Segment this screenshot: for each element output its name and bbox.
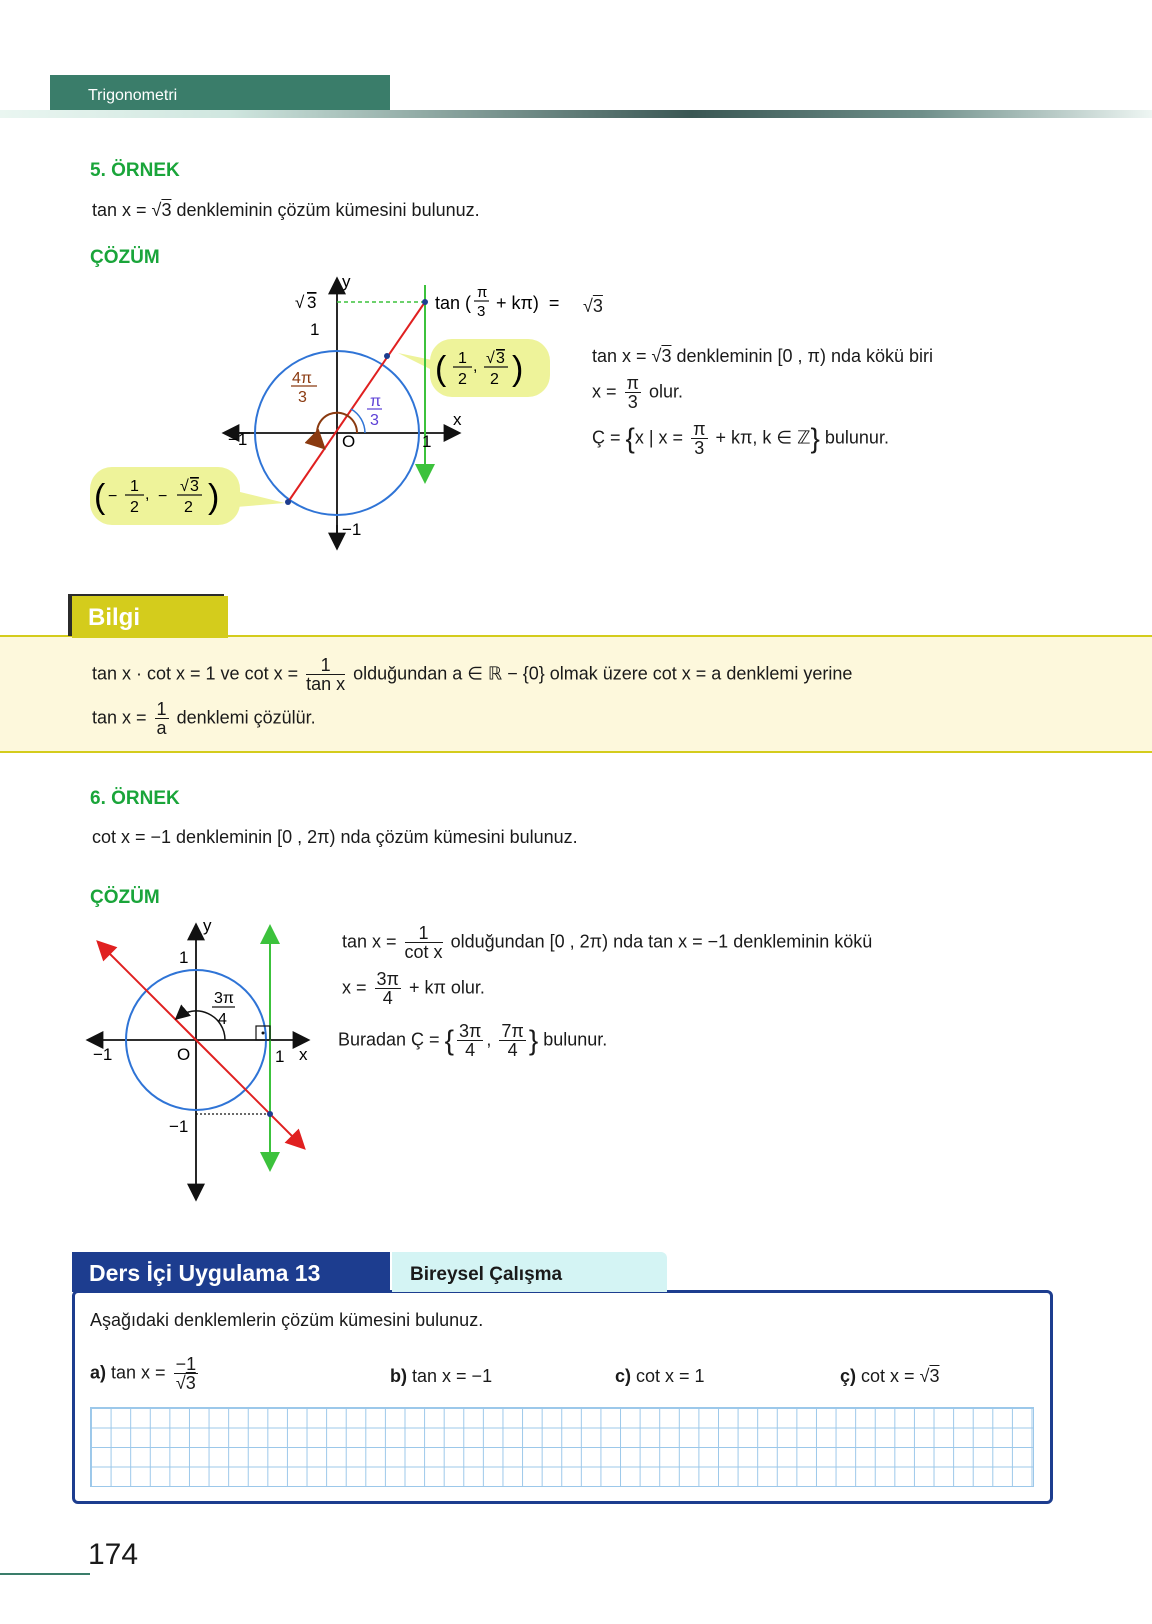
tan-label: tan ( bbox=[435, 293, 472, 313]
item-a-den: √3 bbox=[175, 1373, 196, 1393]
p2-d2: 2 bbox=[184, 499, 193, 516]
practice-item-d bbox=[840, 1366, 939, 1387]
y-label: y bbox=[203, 916, 212, 935]
info-tab bbox=[72, 596, 228, 638]
paren-close-1: ) bbox=[512, 350, 524, 388]
one-y-label: 1 bbox=[310, 320, 320, 339]
minus-one-y-label: −1 bbox=[342, 520, 362, 539]
ex6-l3-frac1 bbox=[457, 1022, 483, 1059]
ex5-line2 bbox=[592, 374, 683, 411]
ex5-l3-den: 3 bbox=[694, 438, 705, 458]
ex5-l2b: olur. bbox=[643, 381, 683, 402]
p1-n2: 3 bbox=[496, 350, 505, 367]
example5-title: 5. ÖRNEK bbox=[90, 160, 180, 181]
ex6-l3-frac2 bbox=[499, 1022, 525, 1059]
point-pi-over-3 bbox=[384, 353, 390, 359]
practice-item-a bbox=[90, 1355, 201, 1392]
practice-mode-label: Bireysel Çalışma bbox=[410, 1264, 563, 1285]
practice-item-b bbox=[390, 1366, 492, 1387]
tan-label-mid: + kπ) = bbox=[491, 293, 570, 313]
p1-comma: , bbox=[473, 358, 478, 375]
p2-n2: 3 bbox=[190, 478, 199, 495]
origin-label: O bbox=[177, 1045, 191, 1064]
right-angle-dot bbox=[262, 1032, 265, 1035]
paren-open-2: ( bbox=[94, 478, 106, 516]
p2-d1: 2 bbox=[130, 499, 139, 516]
p1-d2: 2 bbox=[490, 371, 499, 388]
ex6-l3-d2: 4 bbox=[507, 1040, 518, 1060]
item-d-label: ç) bbox=[840, 1366, 857, 1386]
ex5-l2-num: π bbox=[626, 373, 639, 393]
angle-4pi-den: 3 bbox=[298, 389, 307, 406]
paren-close-2: ) bbox=[208, 478, 220, 516]
p2-minus1: − bbox=[108, 488, 118, 505]
minus-one-x-label: −1 bbox=[93, 1045, 113, 1064]
item-b-label: b) bbox=[390, 1366, 407, 1386]
angle-three-label: 3 bbox=[370, 412, 379, 429]
one-x-label: 1 bbox=[422, 432, 432, 451]
info-tab-label: Bilgi bbox=[88, 604, 140, 631]
practice-item-c bbox=[615, 1366, 705, 1387]
p2-n1: 1 bbox=[130, 478, 139, 495]
angle-den: 4 bbox=[218, 1011, 227, 1028]
ex5-l1b: denkleminin [0 , π) nda kökü biri bbox=[671, 346, 933, 366]
example5-solution-heading: ÇÖZÜM bbox=[90, 247, 160, 268]
answer-grid[interactable] bbox=[90, 1407, 1034, 1487]
ex5-line3 bbox=[592, 420, 889, 457]
info-l1a: tan x · cot x = 1 ve cot x = bbox=[92, 663, 304, 684]
ex5-line1 bbox=[592, 346, 933, 367]
tangent-point bbox=[422, 299, 428, 305]
tan-result-root: 3 bbox=[592, 296, 603, 316]
info-line2 bbox=[92, 700, 316, 737]
bubble-point-1 bbox=[430, 339, 550, 397]
x-label: x bbox=[299, 1045, 308, 1064]
practice-tab-label: Ders İçi Uygulama 13 bbox=[89, 1260, 321, 1286]
item-a-label: a) bbox=[90, 1362, 107, 1383]
ex5-l2-den: 3 bbox=[627, 392, 638, 412]
sqrt-sign: √ bbox=[919, 1366, 930, 1386]
tan-label-pi: π bbox=[477, 284, 488, 301]
info-line1 bbox=[92, 656, 852, 693]
practice-instruction: Aşağıdaki denklemlerin çözüm kümesini bulunuz. bbox=[90, 1310, 484, 1330]
paren-open-1: ( bbox=[435, 350, 447, 388]
ex6-l2-num: 3π bbox=[376, 969, 399, 989]
item-c-label: c) bbox=[615, 1366, 632, 1386]
ex6-l1-frac bbox=[405, 924, 443, 961]
ex6-line1 bbox=[342, 924, 872, 961]
x-label: x bbox=[453, 410, 462, 429]
info-l2a: tan x = bbox=[92, 707, 152, 728]
q5-suffix: denkleminin çözüm kümesini bulunuz. bbox=[171, 200, 480, 220]
info-l2-num: 1 bbox=[156, 699, 167, 719]
tan-label-result bbox=[583, 296, 603, 317]
y-label: y bbox=[342, 272, 351, 291]
item-a-eq: tan x = bbox=[111, 1362, 171, 1383]
origin-label: O bbox=[342, 432, 356, 451]
brace-open: { bbox=[444, 1024, 454, 1056]
p2-sqrt: √ bbox=[180, 478, 189, 495]
point-4pi-over-3 bbox=[285, 499, 291, 505]
info-l2-frac bbox=[155, 700, 169, 737]
angle-num: 3π bbox=[214, 990, 234, 1007]
ex6-l3-n2: 7π bbox=[501, 1021, 524, 1041]
ex6-l1-den: cot x bbox=[404, 942, 443, 962]
sqrt-sign: √ bbox=[151, 200, 162, 220]
brace-close: } bbox=[810, 422, 820, 454]
info-l1-den: tan x bbox=[306, 674, 346, 694]
sqrt3-label: 3 bbox=[307, 293, 317, 312]
info-l1-num: 1 bbox=[306, 656, 345, 675]
header-rule bbox=[0, 110, 1152, 118]
minus-one-x-label: −1 bbox=[228, 430, 248, 449]
p1-d1: 2 bbox=[458, 371, 467, 388]
brace-open: { bbox=[625, 422, 635, 454]
chapter-tab bbox=[50, 75, 390, 111]
brace-close: } bbox=[528, 1024, 539, 1056]
p2-minus2: − bbox=[158, 488, 168, 505]
comma: , bbox=[486, 1029, 497, 1050]
ex6-l3a: Buradan Ç = bbox=[338, 1029, 445, 1050]
practice-mode-tab bbox=[392, 1252, 667, 1292]
unit-circle-figure-5 bbox=[80, 272, 570, 555]
page-number: 174 bbox=[88, 1538, 139, 1571]
ex5-l2a: x = bbox=[592, 381, 622, 402]
tangent-point bbox=[267, 1111, 273, 1117]
item-b-eq: tan x = −1 bbox=[412, 1366, 493, 1386]
ex5-l3b: x | x = bbox=[634, 427, 689, 448]
item-d-eq: cot x = bbox=[861, 1366, 920, 1386]
q5-root: 3 bbox=[161, 200, 172, 220]
bubble-tail-1 bbox=[398, 353, 432, 370]
ex5-l1-root: 3 bbox=[661, 346, 672, 366]
sqrt-sign-fig: √ bbox=[295, 293, 305, 312]
unit-circle-figure-6 bbox=[85, 918, 335, 1203]
item-a-root: 3 bbox=[185, 1373, 196, 1393]
ex6-l3-n1: 3π bbox=[458, 1021, 482, 1041]
minus-one-y-label: −1 bbox=[169, 1117, 189, 1136]
q5-prefix: tan x = bbox=[92, 200, 152, 220]
tan-label-three: 3 bbox=[477, 303, 486, 320]
bubble-tail-2 bbox=[236, 491, 285, 507]
info-l2-den: a bbox=[156, 718, 167, 738]
ex6-l1-num: 1 bbox=[405, 924, 443, 943]
ex6-l2b: + kπ olur. bbox=[403, 977, 485, 998]
sqrt-sign: √ bbox=[651, 346, 662, 366]
p2-comma: , bbox=[145, 486, 150, 503]
practice-tab bbox=[72, 1252, 390, 1292]
ex6-l2a: x = bbox=[342, 977, 372, 998]
item-a-num: −1 bbox=[175, 1354, 197, 1374]
page-number-rule bbox=[0, 1573, 90, 1575]
sqrt-sign-r: √ bbox=[583, 296, 593, 316]
example6-question: cot x = −1 denkleminin [0 , 2π) nda çözüm kümesini bulunuz. bbox=[92, 827, 578, 847]
ex6-l3b: bulunur. bbox=[538, 1029, 608, 1050]
ex6-line2 bbox=[342, 970, 485, 1007]
example6-title: 6. ÖRNEK bbox=[90, 788, 180, 809]
info-l2b: denklemi çözülür. bbox=[171, 707, 316, 728]
ex6-l1a: tan x = bbox=[342, 931, 402, 952]
angle-4pi-label: 4π bbox=[292, 370, 312, 387]
ex5-l3a: Ç = bbox=[592, 427, 626, 448]
ex5-l2-frac bbox=[625, 374, 641, 411]
example5-question bbox=[92, 200, 480, 221]
p1-n1: 1 bbox=[458, 350, 467, 367]
item-c-eq: cot x = 1 bbox=[636, 1366, 705, 1386]
ex6-l2-frac bbox=[375, 970, 401, 1007]
ex6-l3-d1: 4 bbox=[465, 1040, 476, 1060]
terminal-line-down bbox=[196, 1040, 303, 1147]
ex6-line3 bbox=[338, 1022, 607, 1059]
ex5-l3-num: π bbox=[693, 419, 706, 439]
p1-sqrt: √ bbox=[486, 350, 495, 367]
ex5-l3c: + kπ, k ∈ ℤ bbox=[710, 427, 811, 448]
info-l1b: olduğundan a ∈ ℝ − {0} olmak üzere cot x = a denklemi yerine bbox=[348, 663, 853, 684]
ex5-l3-frac bbox=[691, 420, 707, 457]
chapter-title: Trigonometri bbox=[88, 87, 178, 104]
ex6-l2-den: 4 bbox=[382, 988, 393, 1008]
example6-solution-heading: ÇÖZÜM bbox=[90, 887, 160, 908]
info-l1-frac bbox=[306, 656, 345, 693]
one-x-label: 1 bbox=[275, 1047, 285, 1066]
one-y-label: 1 bbox=[179, 948, 189, 967]
item-d-root: 3 bbox=[929, 1366, 940, 1386]
ex6-l1b: olduğundan [0 , 2π) nda tan x = −1 denkleminin kökü bbox=[445, 931, 873, 952]
angle-pi-label: π bbox=[370, 393, 382, 410]
item-a-frac bbox=[174, 1355, 199, 1392]
ex5-l3d: bulunur. bbox=[819, 427, 889, 448]
ex5-l1a: tan x = bbox=[592, 346, 652, 366]
terminal-line bbox=[288, 302, 425, 502]
